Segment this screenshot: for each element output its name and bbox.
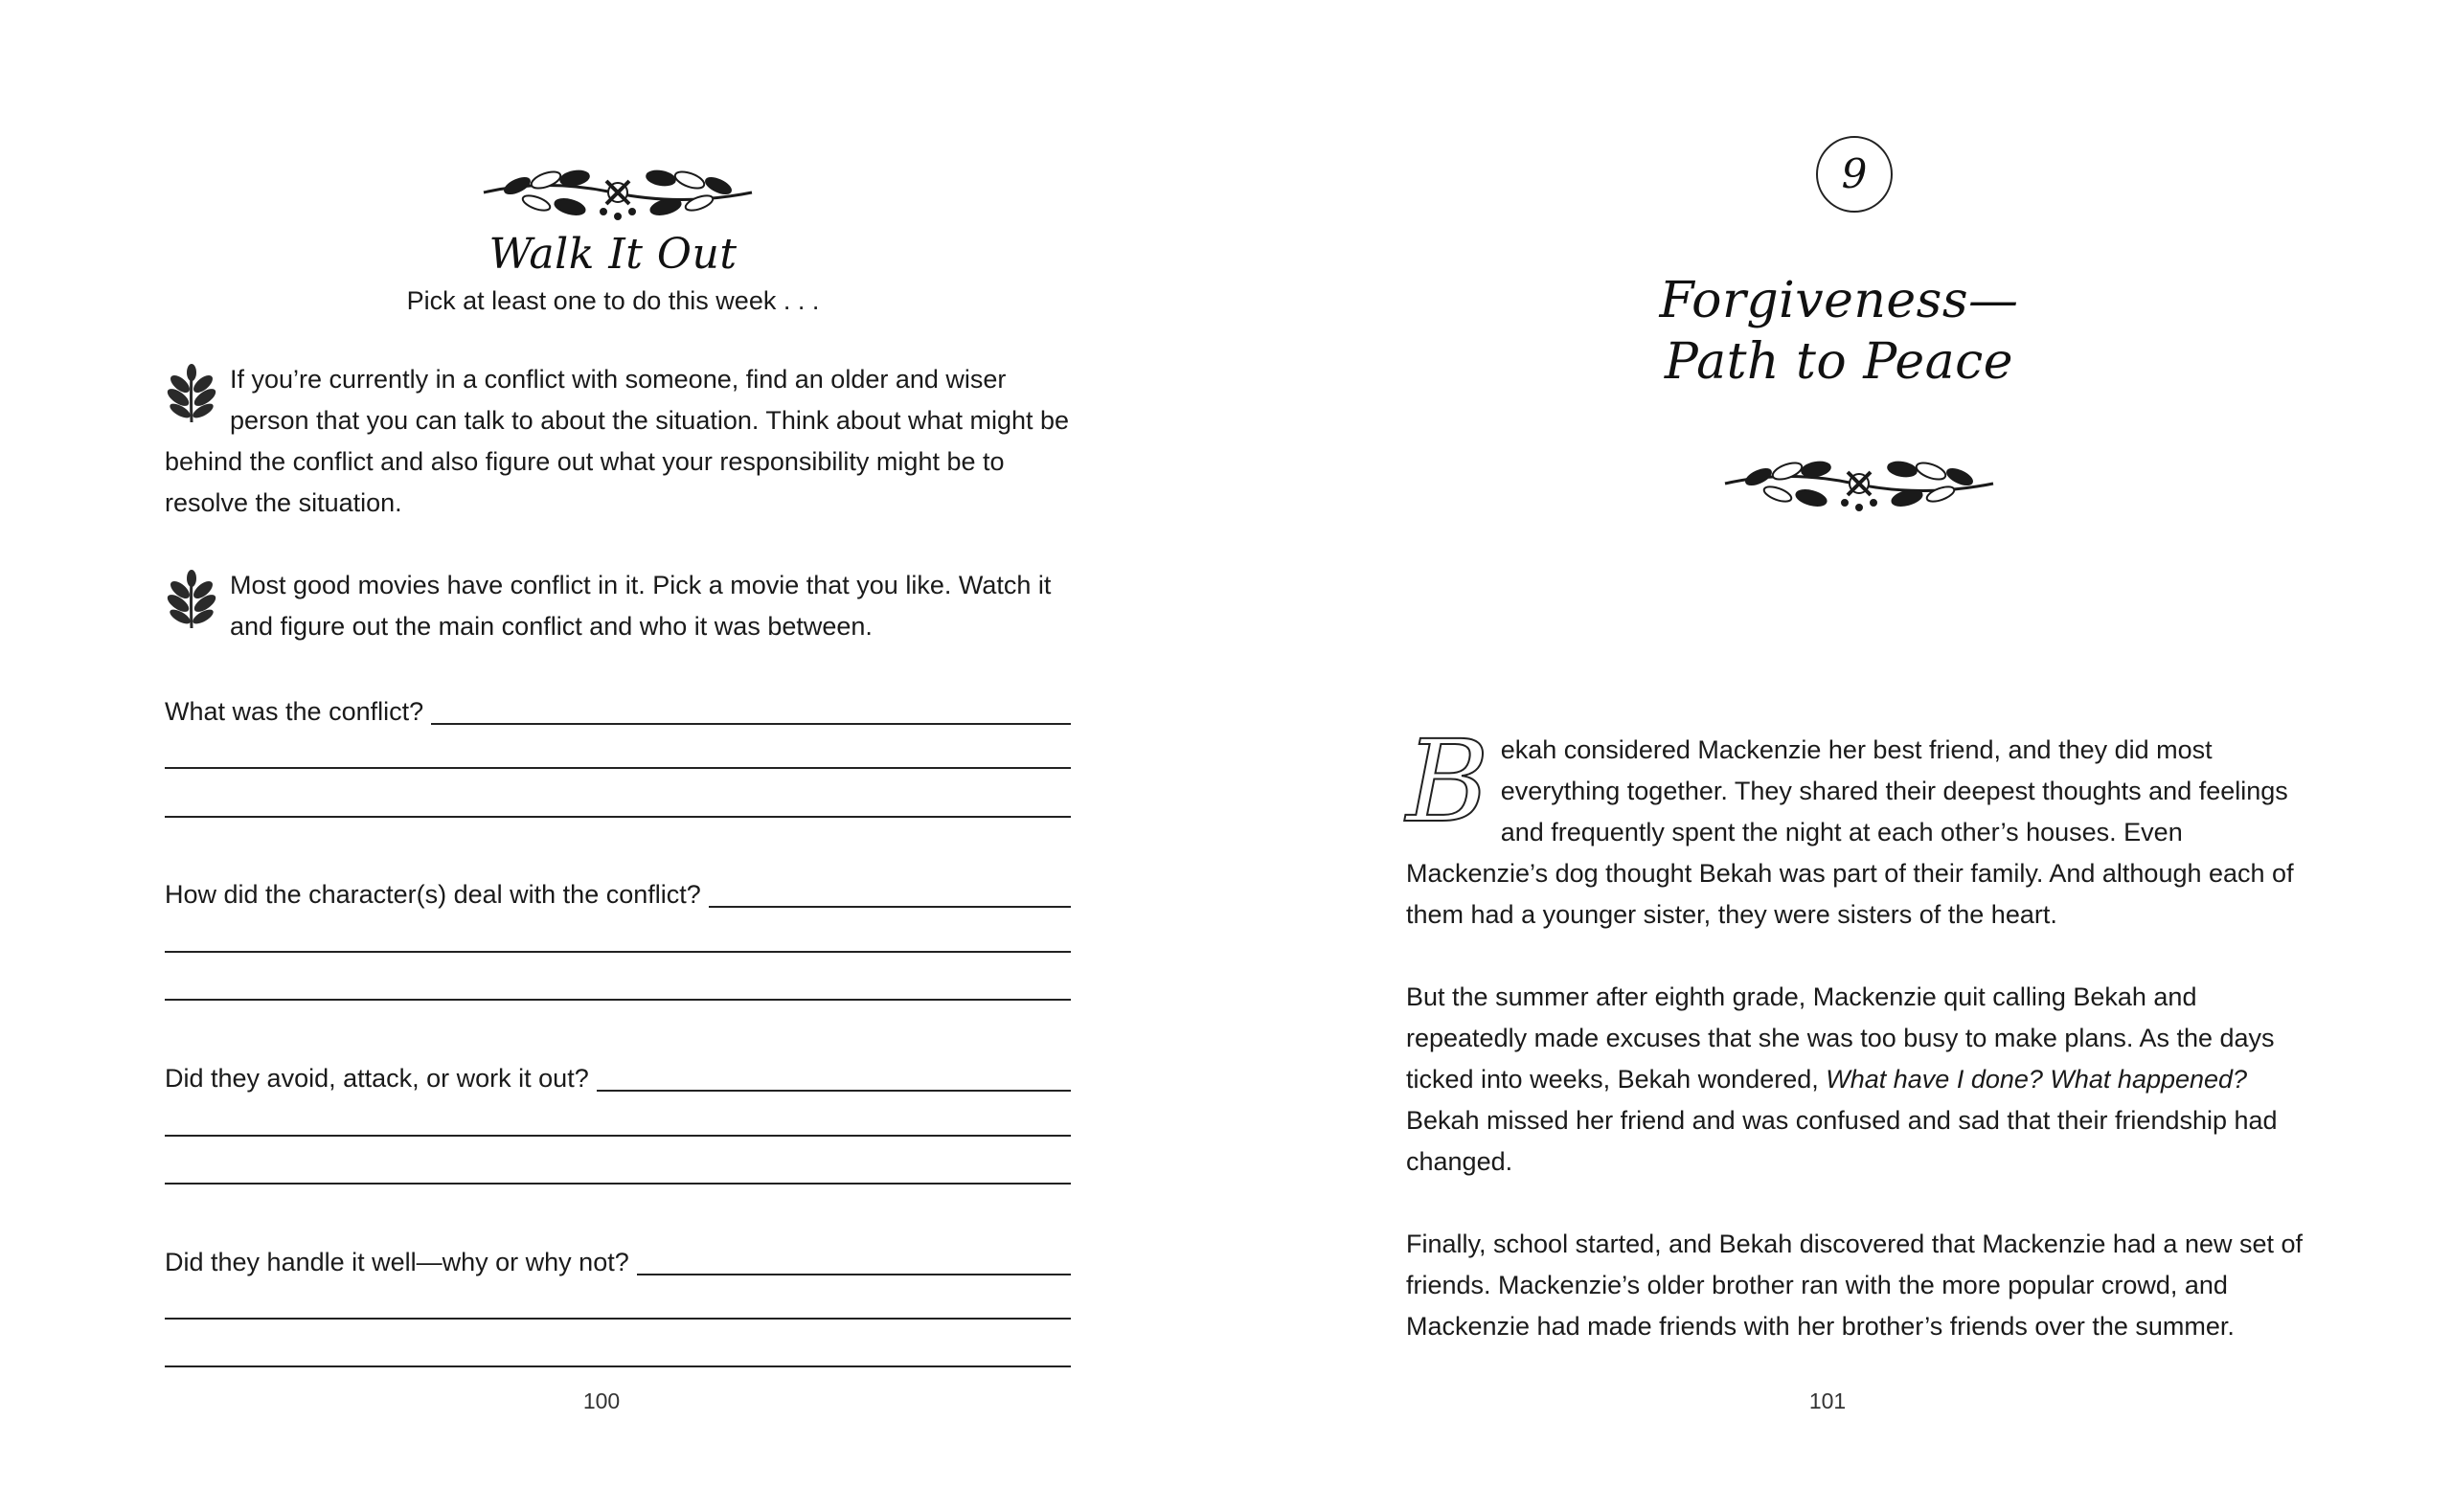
answer-line[interactable] [165,1318,1071,1320]
question-text: What was the conflict? [165,697,424,726]
answer-line[interactable] [165,999,1071,1001]
leaf-sprig-icon [165,569,218,630]
leaf-sprig-icon [165,363,218,424]
question-line [165,1243,1071,1281]
floral-ornament-icon [479,159,757,226]
page-number: 100 [582,1388,621,1413]
story-body [1406,715,2316,1347]
answer-line[interactable] [165,1183,1071,1185]
chapter-title [1226,270,2452,393]
section-heading: Walk It Out [488,230,738,279]
answer-line[interactable] [709,906,1071,908]
answer-line[interactable] [431,723,1071,725]
activity-text: If you’re currently in a conflict with someone, find an older and wiser person that you can talk to about the situation. Think about what might be behind the conflict and also figure out what your responsibility might be to resolve the situation. [165,365,1070,517]
page-number: 101 [1808,1388,1847,1413]
activity-item [165,359,1075,524]
answer-line[interactable] [165,767,1071,769]
question-text: Did they handle it well—why or why not? [165,1248,629,1276]
story-paragraph: But the summer after eighth grade, Mackenzie quit calling Bekah and repeatedly made excuses that she was too busy to make plans. As the days ticked into weeks, Bekah wondered, What have I done? What happened? Bekah missed her friend and was confused and sad that their friendship had changed. [1406,982,2278,1176]
answer-line[interactable] [637,1274,1071,1275]
answer-line[interactable] [165,951,1071,953]
inner-thought: What have I done? What happened? [1826,1065,2248,1094]
activity-text: Most good movies have conflict in it. Pick a movie that you like. Watch it and figure out the main conflict and who it was between. [230,571,1052,641]
question-text: How did the character(s) deal with the conflict? [165,880,701,909]
floral-ornament-icon [1720,450,1998,517]
section-subheading: Pick at least one to do this week . . . [406,286,820,315]
activity-item [165,565,1075,647]
story-paragraph: Finally, school started, and Bekah discovered that Mackenzie had a new set of friends. Mackenzie’s older brother ran with the more popular crowd, and Mackenzie had made friends with her brother’s friends over the summer. [1406,1230,2304,1341]
answer-line[interactable] [165,1135,1071,1137]
drop-cap: B [1406,715,1489,847]
question-text: Did they avoid, attack, or work it out? [165,1064,589,1093]
chapter-title-line: Path to Peace [1664,333,2014,391]
story-paragraph: Bekah considered Mackenzie her best friend, and they did most everything together. They shared their deepest thoughts and feelings and frequently spent the night at each other’s houses. Even Mackenzie’s dog thought Bekah was part of their family. And although each of them had a younger sister, they were sisters of the heart. [1406,715,2294,929]
question-line [165,692,1071,731]
chapter-title-line: Forgiveness— [1659,272,2019,329]
question-line [165,1059,1071,1097]
chapter-number-badge: 9 [1816,136,1893,213]
right-page [1226,0,2452,1512]
answer-line[interactable] [597,1090,1071,1092]
question-line [165,875,1071,914]
answer-line[interactable] [165,816,1071,818]
answer-line[interactable] [165,1365,1071,1367]
